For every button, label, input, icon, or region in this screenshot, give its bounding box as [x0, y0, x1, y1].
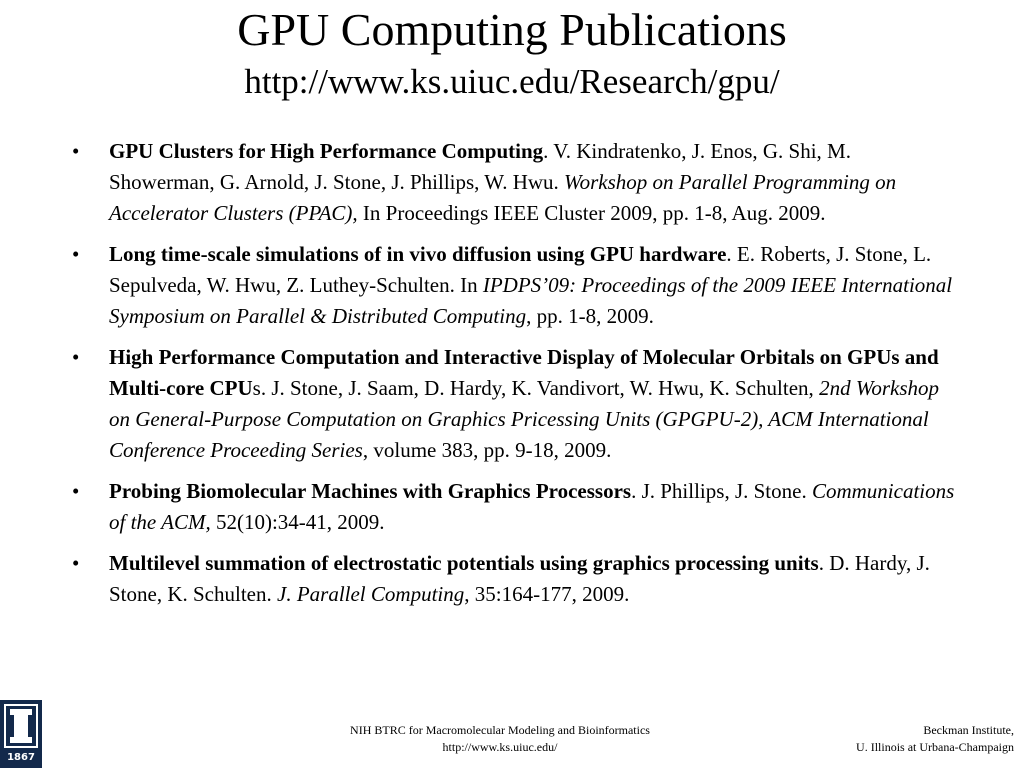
bullet-icon: • — [72, 551, 80, 575]
footer-center-line1: NIH BTRC for Macromolecular Modeling and Bioinformatics — [350, 723, 650, 737]
bullet-icon: • — [72, 242, 80, 266]
publication-details: , 35:164-177, 2009. — [464, 582, 630, 606]
university-logo — [0, 700, 42, 768]
publication-list — [0, 136, 1024, 620]
publication-venue: J. Parallel Computing — [277, 582, 465, 606]
publication-details: , pp. 1-8, 2009. — [526, 304, 654, 328]
publication-authors: . D. Hardy, J. Stone, K. Schulten. — [109, 551, 930, 606]
publication-venue: Communications of the ACM, — [109, 479, 955, 534]
publication-title: Long time-scale simulations of in vivo diffusion using GPU hardware — [109, 242, 727, 266]
publication-item — [0, 548, 961, 610]
footer-center-line2: http://www.ks.uiuc.edu/ — [442, 740, 558, 754]
publication-authors: . E. Roberts, J. Stone, L. Sepulveda, W. Hwu, Z. Luthey-Schulten. In — [109, 242, 932, 297]
publication-details: In Proceedings IEEE Cluster 2009, pp. 1-8, Aug. 2009. — [357, 201, 826, 225]
publication-item — [0, 136, 961, 229]
publication-venue: Workshop on Parallel Programming on Accelerator Clusters (PPAC), — [109, 170, 897, 225]
footer-right-line2: U. Illinois at Urbana-Champaign — [856, 740, 1014, 754]
publication-title: High Performance Computation and Interactive Display of Molecular Orbitals on GPUs and Multi-core CPU — [109, 345, 939, 400]
illinois-block-i-icon — [4, 704, 38, 748]
publication-venue: IPDPS’09: Proceedings of the 2009 IEEE International Symposium on Parallel & Distributed Computing — [109, 273, 953, 328]
publication-authors: . V. Kindratenko, J. Enos, G. Shi, M. Showerman, G. Arnold, J. Stone, J. Phillips, W. Hwu. — [109, 139, 851, 194]
publication-venue: 2nd Workshop on General-Purpose Computation on Graphics Pricessing Units (GPGPU-2), ACM International Conference Proceeding Series — [109, 376, 940, 462]
bullet-icon: • — [72, 139, 80, 163]
publication-details: , volume 383, pp. 9-18, 2009. — [362, 438, 612, 462]
publication-title: Multilevel summation of electrostatic potentials using graphics processing units — [109, 551, 819, 575]
footer-center — [300, 722, 700, 756]
bullet-icon: • — [72, 345, 80, 369]
footer-right-line1: Beckman Institute, — [923, 723, 1014, 737]
bullet-icon: • — [72, 479, 80, 503]
publication-item — [0, 342, 961, 466]
publication-authors: . J. Phillips, J. Stone. — [631, 479, 812, 503]
footer-right — [694, 722, 1014, 756]
publication-title: Probing Biomolecular Machines with Graphics Processors — [109, 479, 632, 503]
publication-item — [0, 239, 961, 332]
publication-details: 52(10):34-41, 2009. — [210, 510, 385, 534]
slide-subtitle-url: http://www.ks.uiuc.edu/Research/gpu/ — [244, 62, 780, 101]
publication-authors: s. J. Stone, J. Saam, D. Hardy, K. Vandivort, W. Hwu, K. Schulten, — [252, 376, 820, 400]
publication-title: GPU Clusters for High Performance Computing — [109, 139, 544, 163]
slide-title: GPU Computing Publications — [237, 4, 787, 55]
logo-year: 1867 — [7, 752, 35, 763]
publication-item — [0, 476, 961, 538]
